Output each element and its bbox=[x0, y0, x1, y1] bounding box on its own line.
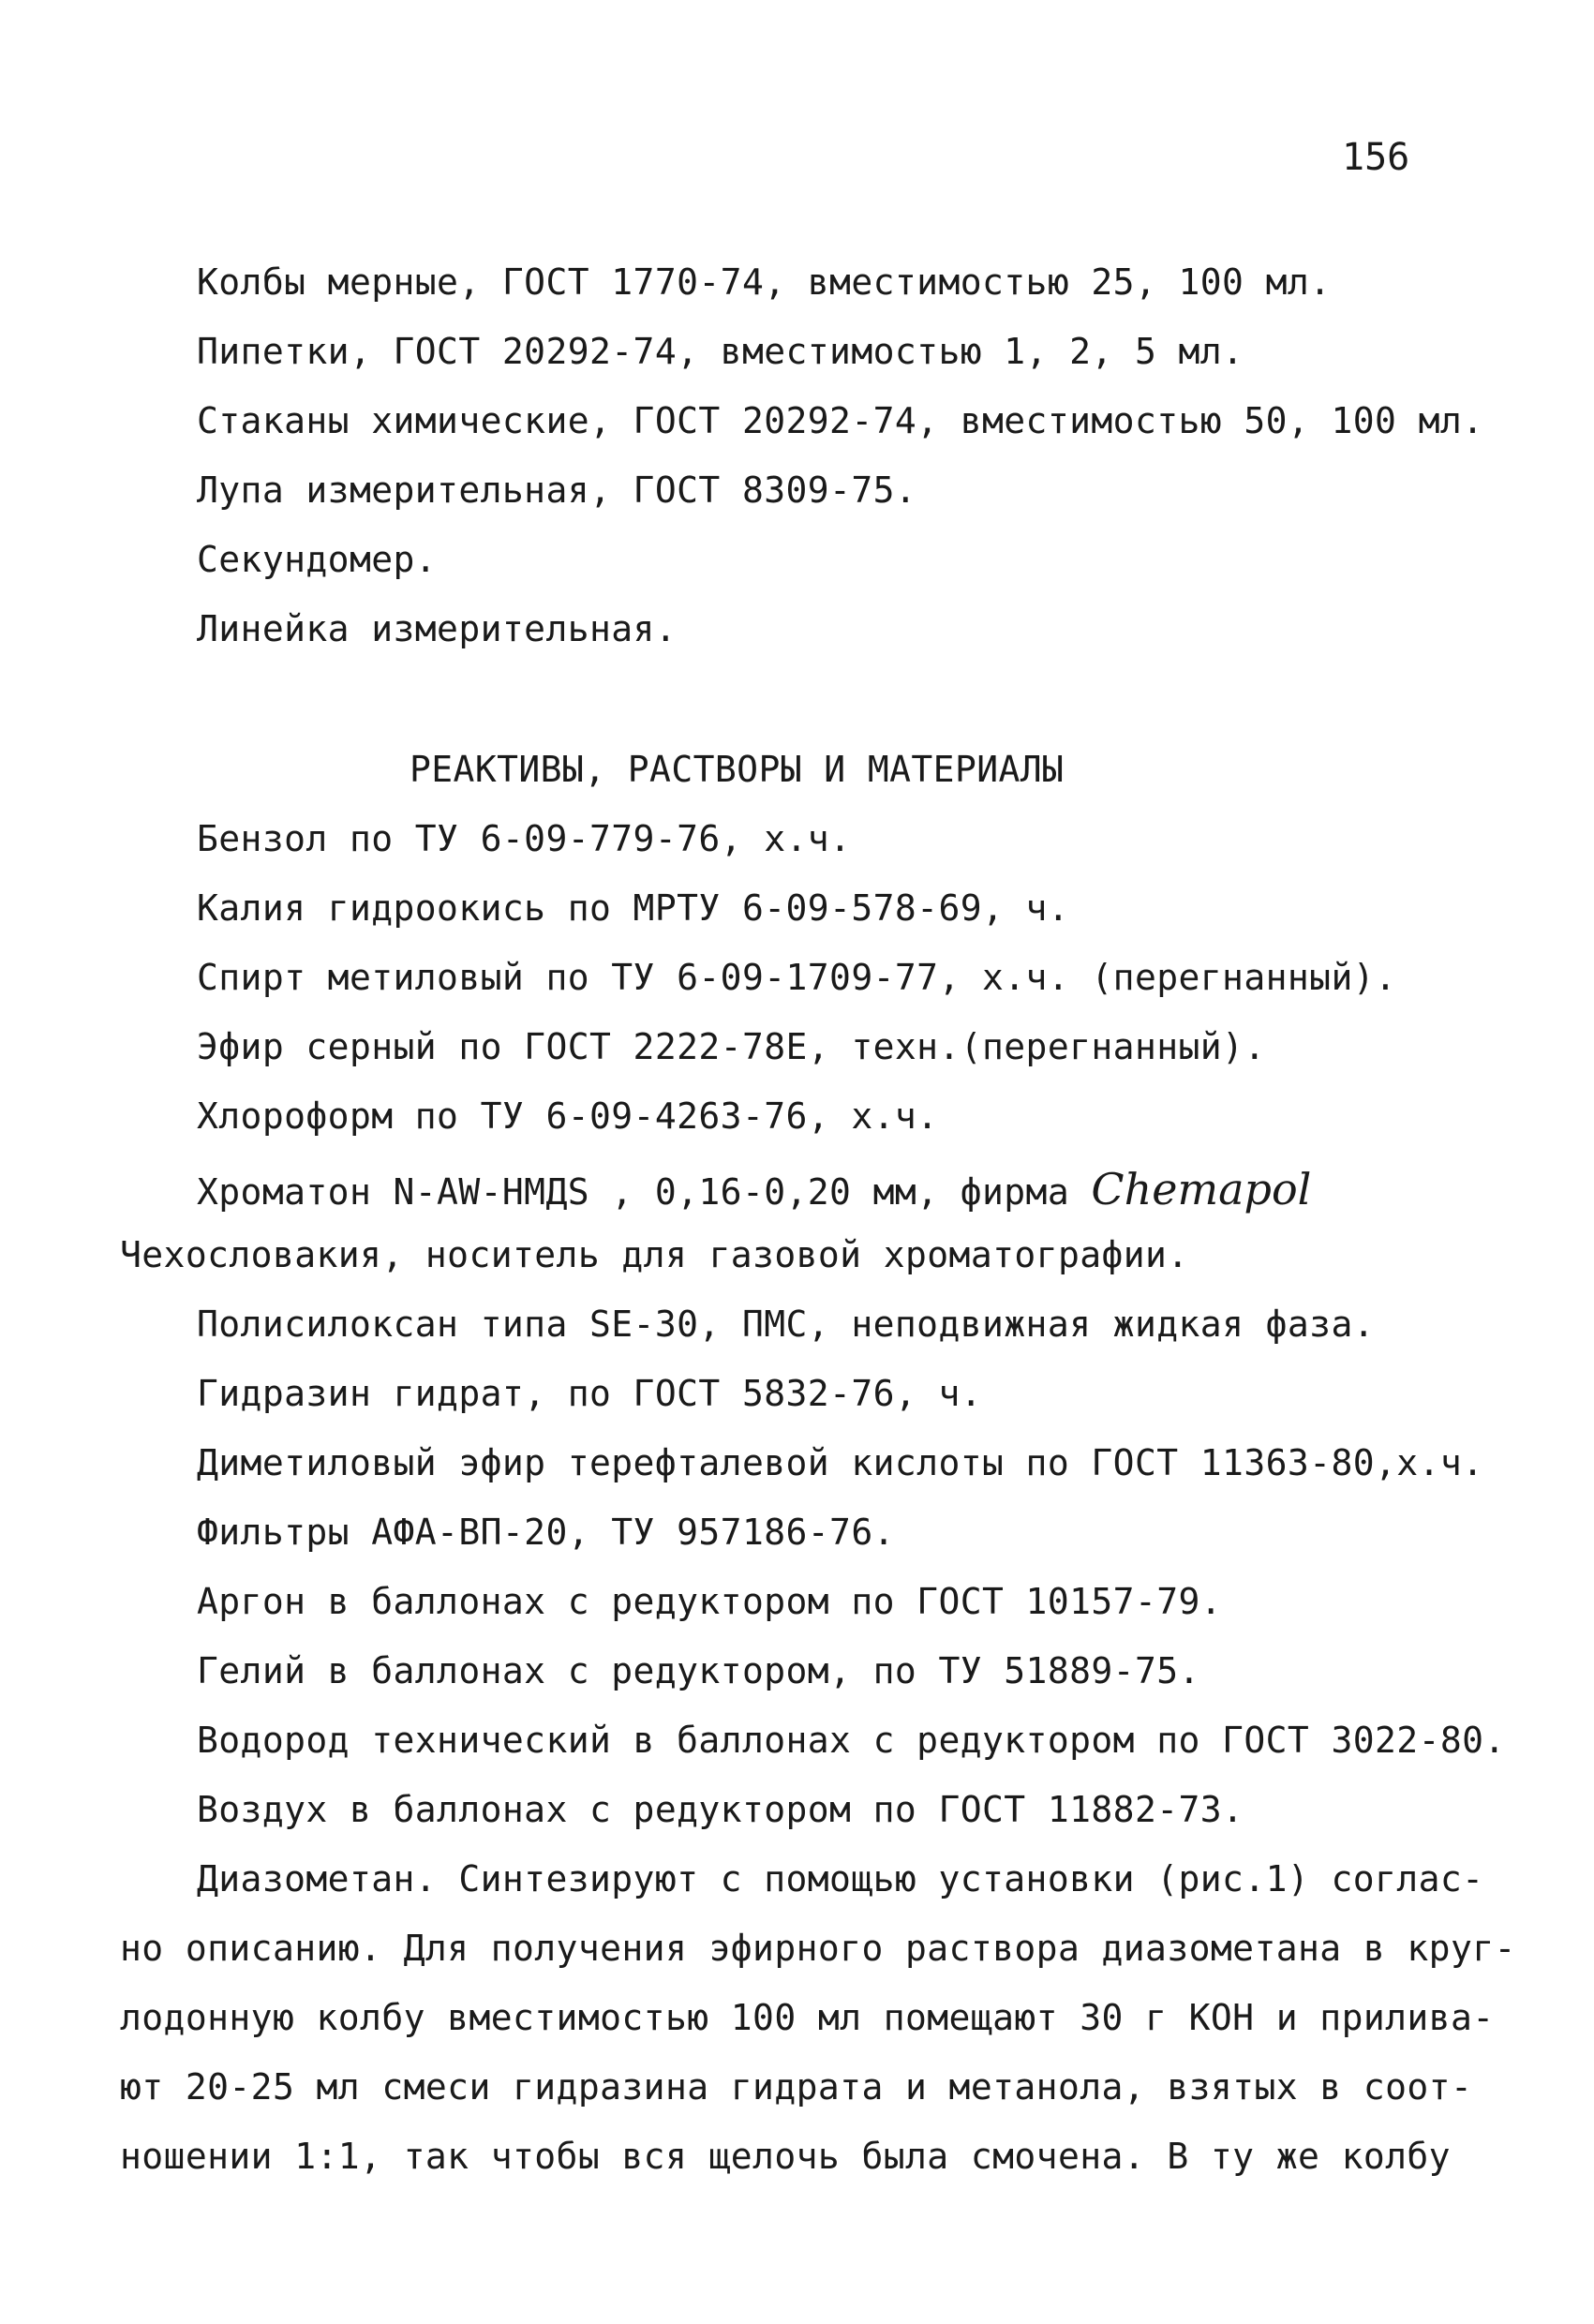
section-heading: РЕАКТИВЫ, РАСТВОРЫ И МАТЕРИАЛЫ bbox=[410, 749, 1065, 790]
reagent-item: Хлороформ по ТУ 6-09-4263-76, х.ч. bbox=[197, 1095, 939, 1137]
equipment-item: Стаканы химические, ГОСТ 20292-74, вместимостью 50, 100 мл. bbox=[197, 400, 1484, 441]
handwritten-firm-name: Chemapol bbox=[1091, 1164, 1312, 1214]
reagent-item: Гидразин гидрат, по ГОСТ 5832-76, ч. bbox=[197, 1373, 983, 1414]
paragraph-line: Диазометан. Синтезируют с помощью установки (рис.1) соглас- bbox=[197, 1858, 1484, 1899]
reagent-item: Эфир серный по ГОСТ 2222-78Е, техн.(перегнанный). bbox=[197, 1026, 1266, 1067]
page-number: 156 bbox=[1342, 136, 1410, 179]
reagent-item: Аргон в баллонах с редуктором по ГОСТ 10157-79. bbox=[197, 1581, 1223, 1622]
reagent-item: Бензол по ТУ 6-09-779-76, х.ч. bbox=[197, 818, 852, 859]
reagent-item: Диметиловый эфир терефталевой кислоты по ГОСТ 11363-80,х.ч. bbox=[197, 1442, 1484, 1483]
equipment-item: Линейка измерительная. bbox=[197, 608, 678, 649]
equipment-item: Лупа измерительная, ГОСТ 8309-75. bbox=[197, 469, 917, 511]
reagent-item: Гелий в баллонах с редуктором, по ТУ 51889-75. bbox=[197, 1650, 1200, 1691]
reagent-item: Спирт метиловый по ТУ 6-09-1709-77, х.ч. (перегнанный). bbox=[197, 957, 1397, 998]
chromaton-text: Хроматон N-AW-HMДS , 0,16-0,20 мм, фирма bbox=[197, 1171, 1092, 1213]
chromaton-continuation: Чехословакия, носитель для газовой хроматографии. bbox=[120, 1234, 1189, 1275]
paragraph-line: ют 20-25 мл смеси гидразина гидрата и метанола, взятых в соот- bbox=[120, 2066, 1473, 2108]
chromaton-line bbox=[197, 1164, 1312, 1214]
paragraph-line: ношении 1:1, так чтобы вся щелочь была смочена. В ту же колбу bbox=[120, 2136, 1451, 2177]
reagent-item: Калия гидроокись по МРТУ 6-09-578-69, ч. bbox=[197, 887, 1070, 929]
reagent-item: Водород технический в баллонах с редуктором по ГОСТ 3022-80. bbox=[197, 1720, 1506, 1761]
reagent-item: Фильтры АФА-ВП-20, ТУ 957186-76. bbox=[197, 1512, 895, 1553]
equipment-item: Колбы мерные, ГОСТ 1770-74, вместимостью 25, 100 мл. bbox=[197, 261, 1332, 303]
paragraph-line: но описанию. Для получения эфирного раствора диазометана в круг- bbox=[120, 1928, 1516, 1969]
equipment-item: Секундомер. bbox=[197, 539, 438, 580]
reagent-item: Полисилоксан типа SE-30, ПМС, неподвижная жидкая фаза. bbox=[197, 1304, 1376, 1345]
equipment-item: Пипетки, ГОСТ 20292-74, вместимостью 1, 2, 5 мл. bbox=[197, 331, 1244, 372]
paragraph-line: лодонную колбу вместимостью 100 мл помещают 30 г КОН и прилива- bbox=[120, 1997, 1495, 2038]
reagent-item: Воздух в баллонах с редуктором по ГОСТ 11882-73. bbox=[197, 1789, 1244, 1830]
